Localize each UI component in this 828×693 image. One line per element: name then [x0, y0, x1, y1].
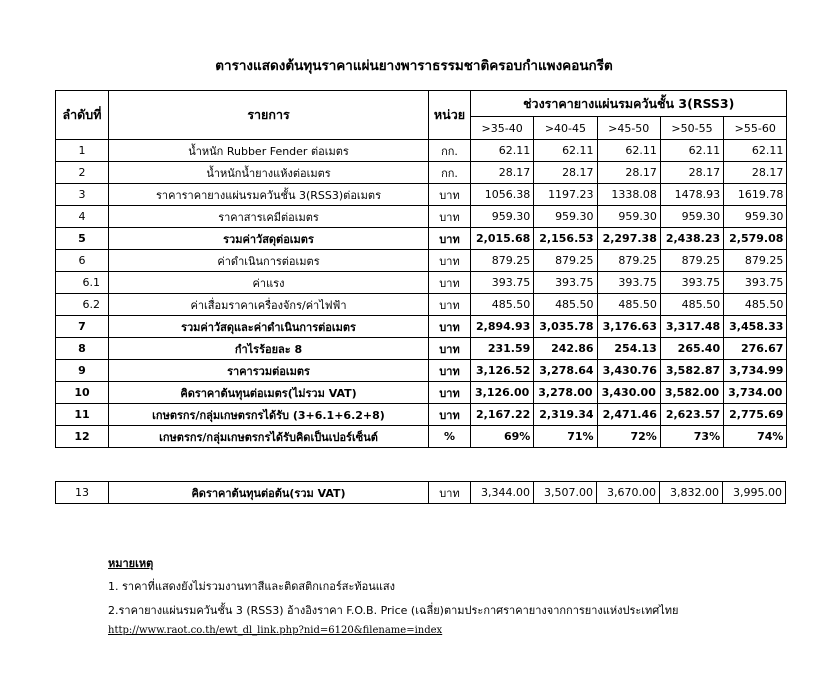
row-value: 959.30	[660, 206, 723, 228]
header-range: >40-45	[534, 117, 597, 140]
table-row	[56, 250, 787, 272]
row-unit: บาท	[429, 272, 471, 294]
row-value: 485.50	[724, 294, 787, 316]
row-value: 3,458.33	[724, 316, 787, 338]
row-value: 3,176.63	[597, 316, 660, 338]
header-range: >35-40	[471, 117, 534, 140]
header-price-range: ช่วงราคายางแผ่นรมควันชั้น 3(RSS3)	[471, 91, 787, 117]
per-piece-table	[55, 481, 786, 504]
row-value: 62.11	[534, 140, 597, 162]
row-item: ราคารวมต่อเมตร	[109, 360, 429, 382]
cost-table	[55, 90, 787, 448]
row-value: 3,126.52	[471, 360, 534, 382]
row-value: 3,995.00	[723, 482, 786, 504]
row-item: รวมค่าวัสดุและค่าดำเนินการต่อเมตร	[109, 316, 429, 338]
row-value: 28.17	[471, 162, 534, 184]
row-value: 485.50	[660, 294, 723, 316]
row-item: ราคาราคายางแผ่นรมควันชั้น 3(RSS3)ต่อเมตร	[109, 184, 429, 206]
row-unit: บาท	[429, 482, 471, 504]
row-value: 1478.93	[660, 184, 723, 206]
row-value: 231.59	[471, 338, 534, 360]
row-value: 959.30	[534, 206, 597, 228]
table-row	[56, 316, 787, 338]
row-unit: บาท	[429, 294, 471, 316]
row-no: 9	[56, 360, 109, 382]
row-value: 3,582.87	[660, 360, 723, 382]
table-row	[56, 294, 787, 316]
header-range: >45-50	[597, 117, 660, 140]
row-value: 1197.23	[534, 184, 597, 206]
row-value: 1338.08	[597, 184, 660, 206]
row-value: 3,317.48	[660, 316, 723, 338]
table-row	[56, 184, 787, 206]
row-value: 485.50	[597, 294, 660, 316]
row-value: 2,775.69	[724, 404, 787, 426]
row-value: 3,670.00	[597, 482, 660, 504]
row-no: 6.2	[56, 294, 109, 316]
row-value: 254.13	[597, 338, 660, 360]
row-unit: บาท	[429, 382, 471, 404]
row-value: 3,278.00	[534, 382, 597, 404]
table-row	[56, 404, 787, 426]
row-value: 2,156.53	[534, 228, 597, 250]
row-value: 879.25	[597, 250, 660, 272]
row-value: 879.25	[660, 250, 723, 272]
row-unit: %	[429, 426, 471, 448]
row-unit: บาท	[429, 250, 471, 272]
row-value: 959.30	[724, 206, 787, 228]
row-unit: บาท	[429, 360, 471, 382]
row-value: 74%	[724, 426, 787, 448]
header-item: รายการ	[109, 91, 429, 140]
row-value: 265.40	[660, 338, 723, 360]
row-value: 62.11	[660, 140, 723, 162]
row-no: 4	[56, 206, 109, 228]
notes-title: หมายเหตุ	[108, 557, 154, 570]
row-value: 3,035.78	[534, 316, 597, 338]
row-unit: บาท	[429, 228, 471, 250]
row-value: 2,167.22	[471, 404, 534, 426]
row-value: 1619.78	[724, 184, 787, 206]
row-value: 72%	[597, 426, 660, 448]
row-value: 879.25	[534, 250, 597, 272]
row-no: 13	[56, 482, 109, 504]
row-value: 28.17	[724, 162, 787, 184]
table-row	[56, 140, 787, 162]
page-title: ตารางแสดงต้นทุนราคาแผ่นยางพาราธรรมชาติครอบกำแพงคอนกรีต	[215, 58, 613, 74]
row-unit: บาท	[429, 184, 471, 206]
row-value: 242.86	[534, 338, 597, 360]
row-no: 12	[56, 426, 109, 448]
row-value: 3,344.00	[471, 482, 534, 504]
row-no: 3	[56, 184, 109, 206]
row-value: 2,015.68	[471, 228, 534, 250]
row-unit: กก.	[429, 140, 471, 162]
row-value: 2,894.93	[471, 316, 534, 338]
row-value: 62.11	[471, 140, 534, 162]
row-item: ค่าแรง	[109, 272, 429, 294]
row-item: คิดราคาต้นทุนต่อต้น(รวม VAT)	[109, 482, 429, 504]
header-range: >50-55	[660, 117, 723, 140]
table-row	[56, 162, 787, 184]
row-no: 6.1	[56, 272, 109, 294]
row-value: 3,734.00	[724, 382, 787, 404]
row-value: 393.75	[597, 272, 660, 294]
row-no: 10	[56, 382, 109, 404]
row-value: 3,430.76	[597, 360, 660, 382]
row-value: 3,507.00	[534, 482, 597, 504]
row-unit: บาท	[429, 404, 471, 426]
row-value: 879.25	[471, 250, 534, 272]
row-item: น้ำหนัก Rubber Fender ต่อเมตร	[109, 140, 429, 162]
row-value: 28.17	[597, 162, 660, 184]
row-value: 3,734.99	[724, 360, 787, 382]
row-no: 7	[56, 316, 109, 338]
row-value: 2,579.08	[724, 228, 787, 250]
row-value: 393.75	[660, 272, 723, 294]
row-unit: บาท	[429, 206, 471, 228]
row-no: 1	[56, 140, 109, 162]
row-value: 485.50	[471, 294, 534, 316]
row-value: 2,623.57	[660, 404, 723, 426]
row-value: 69%	[471, 426, 534, 448]
row-value: 2,297.38	[597, 228, 660, 250]
row-value: 3,430.00	[597, 382, 660, 404]
row-value: 2,438.23	[660, 228, 723, 250]
table-row	[56, 206, 787, 228]
table-row	[56, 228, 787, 250]
row-no: 8	[56, 338, 109, 360]
table-row	[56, 426, 787, 448]
row-value: 3,126.00	[471, 382, 534, 404]
table-row	[56, 360, 787, 382]
row-value: 2,319.34	[534, 404, 597, 426]
note-item: 1. ราคาที่แสดงยังไม่รวมงานทาสีและติดสติกเกอร์สะท้อนแสง	[108, 580, 395, 593]
row-value: 393.75	[534, 272, 597, 294]
table-row	[56, 272, 787, 294]
row-item: เกษตรกร/กลุ่มเกษตรกรได้รับคิดเป็นเปอร์เซ็นต์	[109, 426, 429, 448]
row-item: กำไรร้อยละ 8	[109, 338, 429, 360]
row-value: 3,832.00	[660, 482, 723, 504]
row-item: ค่าดำเนินการต่อเมตร	[109, 250, 429, 272]
row-value: 959.30	[471, 206, 534, 228]
note-item: 2.ราคายางแผ่นรมควันชั้น 3 (RSS3) อ้างอิงราคา F.O.B. Price (เฉลี่ย)ตามประกาศราคายางจากการยางแห่งประเทศไทย	[108, 604, 679, 617]
row-value: 485.50	[534, 294, 597, 316]
table-row	[56, 382, 787, 404]
header-no: ลำดับที่	[56, 91, 109, 140]
row-unit: บาท	[429, 338, 471, 360]
row-value: 62.11	[724, 140, 787, 162]
table-row	[56, 482, 786, 504]
header-unit: หน่วย	[429, 91, 471, 140]
header-range: >55-60	[724, 117, 787, 140]
row-value: 393.75	[471, 272, 534, 294]
row-value: 276.67	[724, 338, 787, 360]
row-unit: บาท	[429, 316, 471, 338]
row-value: 28.17	[534, 162, 597, 184]
row-value: 2,471.46	[597, 404, 660, 426]
row-no: 11	[56, 404, 109, 426]
row-value: 3,582.00	[660, 382, 723, 404]
row-item: น้ำหนักน้ำยางแห้งต่อเมตร	[109, 162, 429, 184]
row-item: ราคาสารเคมีต่อเมตร	[109, 206, 429, 228]
row-item: ค่าเสื่อมราคาเครื่องจักร/ค่าไฟฟ้า	[109, 294, 429, 316]
row-no: 6	[56, 250, 109, 272]
row-value: 73%	[660, 426, 723, 448]
row-value: 28.17	[660, 162, 723, 184]
row-item: คิดราคาต้นทุนต่อเมตร(ไม่รวม VAT)	[109, 382, 429, 404]
row-item: เกษตรกร/กลุ่มเกษตรกรได้รับ (3+6.1+6.2+8)	[109, 404, 429, 426]
row-value: 1056.38	[471, 184, 534, 206]
row-item: รวมค่าวัสดุต่อเมตร	[109, 228, 429, 250]
row-unit: กก.	[429, 162, 471, 184]
row-value: 3,278.64	[534, 360, 597, 382]
row-value: 879.25	[724, 250, 787, 272]
row-value: 71%	[534, 426, 597, 448]
row-no: 2	[56, 162, 109, 184]
row-value: 393.75	[724, 272, 787, 294]
row-no: 5	[56, 228, 109, 250]
row-value: 62.11	[597, 140, 660, 162]
row-value: 959.30	[597, 206, 660, 228]
reference-link[interactable]: http://www.raot.co.th/ewt_dl_link.php?nid=6120&filename=index	[108, 625, 443, 636]
table-row	[56, 338, 787, 360]
